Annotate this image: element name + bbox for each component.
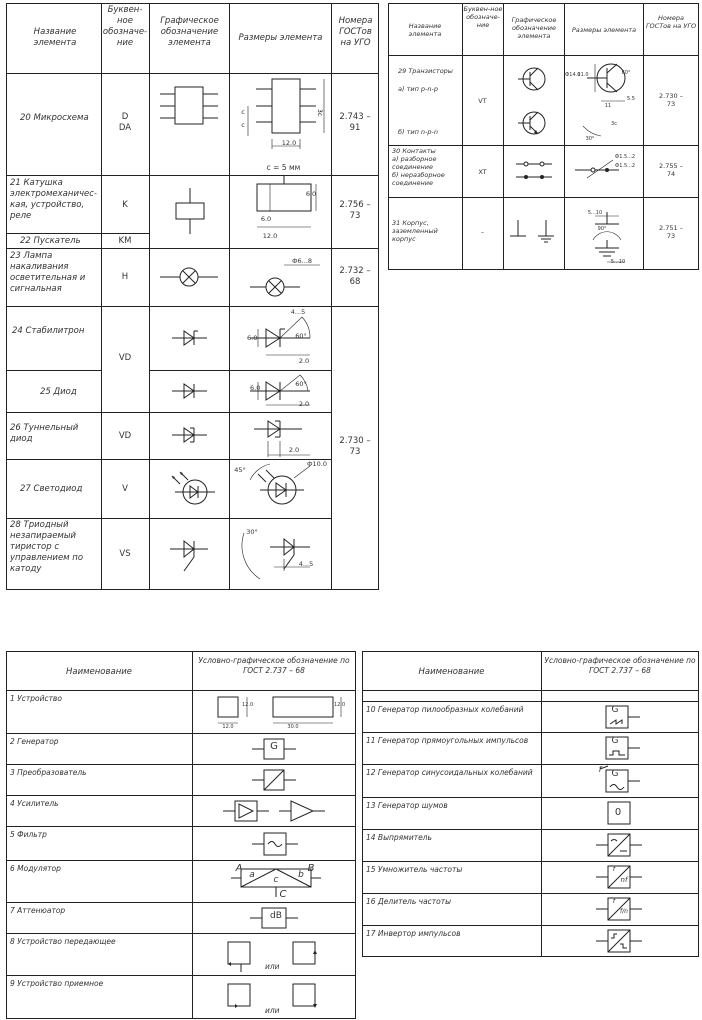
dim-label: c <box>241 121 245 129</box>
row-letter: V <box>122 484 128 494</box>
row-letter: VT <box>478 97 487 105</box>
symbol-label: G <box>611 705 619 715</box>
zener-symbol <box>150 307 229 370</box>
mod-label: C <box>279 889 287 900</box>
mod-label: a <box>249 870 255 880</box>
dim-label: 6.0 <box>305 190 317 198</box>
header-size: Размеры элемента <box>571 26 637 34</box>
symbol-label: 0 <box>614 807 622 818</box>
row-name: 1 Устройство <box>10 694 62 703</box>
header-symbol: Условно-графическое обозначение по ГОСТ 2.737 – 68 <box>198 656 350 675</box>
dim-label: 6.0 <box>260 215 272 223</box>
row-name: 7 Аттенюатор <box>10 906 66 915</box>
relay-dimensions <box>230 176 331 248</box>
row-name: 23 Лампа накаливания осветительная и сигнальная <box>10 251 86 294</box>
microchip-symbol <box>150 74 229 175</box>
header-gost: Номера ГОСТов на УГО <box>338 16 373 48</box>
row-letter: – <box>480 228 485 236</box>
row-name: 29 Транзисторы <box>398 67 453 75</box>
mod-label: c <box>273 875 279 885</box>
header-name: Название элемента <box>33 27 77 48</box>
row-letter: K <box>122 200 128 210</box>
row-letter: KM <box>118 236 132 246</box>
dim-label: 60° <box>295 332 307 340</box>
svg-text:3c: 3c <box>316 109 323 117</box>
row-name: 16 Делитель частоты <box>366 897 452 906</box>
header-letter: Буквен-ное обозначе-ние <box>463 5 503 29</box>
zener-dimensions <box>230 307 331 370</box>
or-label: или <box>265 1006 280 1015</box>
row-name: 15 Умножитель частоты <box>366 865 463 874</box>
row-name: 26 Туннельный диод <box>10 423 79 444</box>
dim-label: 6.0 <box>247 334 258 342</box>
dim-label: 30.0 <box>287 724 299 730</box>
row-letter: VD <box>118 353 132 363</box>
mod-label: B <box>307 863 315 874</box>
row-name: 12 Генератор синусоидальных колебаний <box>366 768 533 777</box>
row-name: 22 Пускатель <box>20 236 81 246</box>
row-gost: 2.751 – 73 <box>659 224 683 240</box>
tunnel-dimensions <box>230 413 331 459</box>
pulse-inverter-symbol <box>542 926 699 957</box>
or-label: или <box>265 962 280 971</box>
row-name: 14 Выпрямитель <box>366 833 432 842</box>
row-letter: H <box>121 272 129 282</box>
header-name: Название элемента <box>408 22 442 38</box>
dim-label: 4...5 <box>298 560 314 568</box>
dim-label: 12.0 <box>281 139 297 147</box>
diode-symbol <box>150 371 229 412</box>
row-name: 11 Генератор прямоугольных импульсов <box>366 736 529 745</box>
row-gost: 2.756 – 73 <box>339 200 371 221</box>
dim-label: 2.0 <box>298 357 310 365</box>
amplifier-symbol <box>193 796 356 826</box>
symbol-label: nf <box>620 876 628 884</box>
row-name: 31 Корпус, заземленный корпус <box>392 219 438 243</box>
row-name: 24 Стабилитрон <box>12 326 85 336</box>
row-letter: XT <box>478 168 487 176</box>
tunnel-diode-symbol <box>150 413 229 459</box>
row-name: 30 Контакты а) разборное соединение б) неразборное соединение <box>392 147 445 187</box>
dim-label: 60° <box>295 380 307 388</box>
dim-label: 4...5 <box>290 308 306 316</box>
dim-label: c <box>241 108 245 116</box>
dim-label: c = 5 мм <box>266 163 301 172</box>
ground-symbols <box>504 198 564 270</box>
row-name: 13 Генератор шумов <box>366 801 448 810</box>
ground-dimensions <box>565 198 643 270</box>
dim-label: 3c <box>611 121 617 127</box>
dim-label: 30° <box>246 528 258 536</box>
dim-label: Ф6...8 <box>291 257 313 265</box>
dim-label: 11 <box>604 103 612 109</box>
row-letter: VD <box>118 431 132 441</box>
dim-label: 45° <box>234 466 246 474</box>
header-gost: Номера ГОСТов на УГО <box>645 14 697 30</box>
dim-label: Ф10.0 <box>306 460 328 468</box>
dim-label: 12.0 <box>242 702 254 708</box>
relay-symbol <box>150 176 229 248</box>
row-name: 2 Генератор <box>10 737 59 746</box>
row-name: 21 Катушка электромеханичес-кая, устройство, реле <box>10 178 97 221</box>
row-name: 8 Устройство передающее <box>10 937 116 946</box>
dim-label: 5...10 <box>610 259 626 265</box>
mod-label: A <box>235 863 243 874</box>
header-letter: Буквен-ное обозначе-ние <box>102 5 148 48</box>
dim-label: Ф1.5...2 <box>614 163 636 169</box>
symbol-label: f <box>612 865 616 873</box>
dim-label: 60° <box>621 70 631 76</box>
lamp-symbol <box>150 249 229 306</box>
dim-label: 11.0 <box>577 72 589 78</box>
led-symbol <box>150 460 229 518</box>
dim-label: 30° <box>585 136 595 142</box>
row-gost: 2.755 – 74 <box>659 162 683 178</box>
header-graphic: Графическое обозначение элемента <box>511 16 557 40</box>
row-letter: D DA <box>118 112 132 133</box>
dim-label: Ф1.5...2 <box>614 154 636 160</box>
contacts-symbols <box>504 146 564 197</box>
dim-label: 12.0 <box>334 702 346 708</box>
row-name: 4 Усилитель <box>10 799 59 808</box>
mod-label: b <box>298 870 304 880</box>
row-gost: 2.732 – 68 <box>339 266 371 287</box>
symbol-label: f <box>598 765 602 774</box>
row-name: 10 Генератор пилообразных колебаний <box>366 705 524 714</box>
device-symbol <box>193 691 356 733</box>
header-size: Размеры элемента <box>238 33 323 43</box>
row-name: 9 Устройство приемное <box>10 979 104 988</box>
dim-label: 12.0 <box>262 232 278 240</box>
row-name: 17 Инвертор импульсов <box>366 929 461 938</box>
row-name: 6 Модулятор <box>10 864 61 873</box>
row-name-sub: а) тип р-n-р <box>398 85 438 93</box>
symbol-label: G <box>611 736 619 746</box>
dim-label: 6.0 <box>250 384 261 392</box>
row-name: 27 Светодиод <box>20 484 83 494</box>
symbol-label: f <box>612 897 616 905</box>
symbol-label: G <box>611 769 619 779</box>
row-name: 28 Триодный незапираемый тиристор с управлением по катоду <box>10 520 84 574</box>
header-name: Наименование <box>65 667 133 677</box>
row-name: 25 Диод <box>40 387 77 397</box>
row-name: 5 Фильтр <box>10 830 47 839</box>
row-name-sub: б) тип n-р-n <box>398 128 438 136</box>
dim-label: 90° <box>597 226 607 232</box>
row-name: 3 Преобразователь <box>10 768 87 777</box>
symbol-label: dB <box>270 911 282 921</box>
dim-label: 2.0 <box>288 446 300 454</box>
thyristor-symbol <box>150 519 229 590</box>
row-gost: 2.730 – 73 <box>339 436 371 457</box>
dim-label: 12.0 <box>222 724 234 730</box>
row-name: 20 Микросхема <box>20 113 89 123</box>
transistor-symbols <box>504 56 564 145</box>
header-graphic: Графическое обозначение элемента <box>160 16 219 48</box>
row-letter: VS <box>119 549 131 559</box>
dim-label: Ф14.0 <box>565 72 581 78</box>
header-symbol: Условно-графическое обозначение по ГОСТ 2.737 – 68 <box>544 656 696 675</box>
dim-label: 2.0 <box>298 400 310 408</box>
dim-label: 5.5 <box>627 96 635 102</box>
converter-symbol <box>193 765 356 795</box>
rectifier-symbol <box>542 830 699 861</box>
diode-dimensions <box>230 371 331 412</box>
symbol-label: G <box>270 741 278 752</box>
symbol-label: f/n <box>620 908 628 915</box>
row-gost: 2.743 – 91 <box>339 112 371 133</box>
filter-symbol <box>193 827 356 860</box>
row-gost: 2.730 – 73 <box>659 92 683 108</box>
header-name: Наименование <box>418 667 485 677</box>
dim-label: 5...10 <box>587 210 603 216</box>
